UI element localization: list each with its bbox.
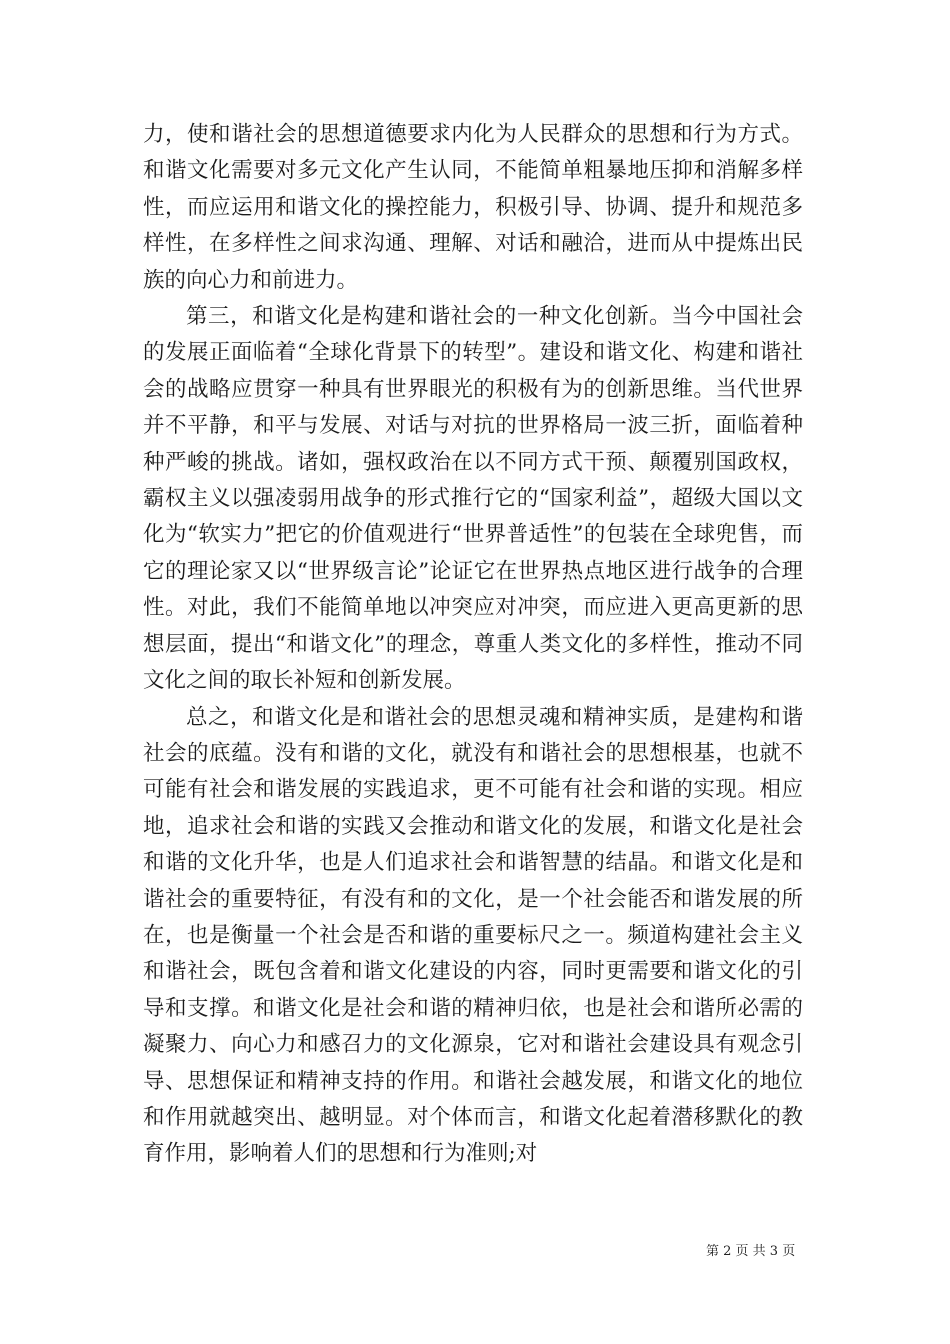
paragraph-2: 第三，和谐文化是构建和谐社会的一种文化创新。当今中国社会的发展正面临着“全球化背景下的转型”。建设和谐文化、构建和谐社会的战略应贯穿一种具有世界眼光的积极有为的创新思维。当代世界并不平静，和平与发展、对话与对抗的世界格局一波三折，面临着种种严峻的挑战。诸如，强权政治在以不同方式干预、颠覆别国政权，霸权主义以强凌弱用战争的形式推行它的“国家利益”，超级大国以文化为“软实力”把它的价值观进行“世界普适性”的包装在全球兜售，而它的理论家又以“世界级言论”论证它在世界热点地区进行战争的合理性。对此，我们不能简单地以冲突应对冲突，而应进入更高更新的思想层面，提出“和谐文化”的理念，尊重人类文化的多样性，推动不同文化之间的取长补短和创新发展。 — [143, 304, 803, 694]
page-number: 第 2 页 共 3 页 — [706, 1244, 796, 1259]
body-text — [143, 117, 803, 1173]
paragraph-1: 力，使和谐社会的思想道德要求内化为人民群众的思想和行为方式。和谐文化需要对多元文化产生认同，不能简单粗暴地压抑和消解多样性，而应运用和谐文化的操控能力，积极引导、协调、提升和规范多样性，在多样性之间求沟通、理解、对话和融洽，进而从中提炼出民族的向心力和前进力。 — [143, 122, 803, 293]
paragraph-3: 总之，和谐文化是和谐社会的思想灵魂和精神实质，是建构和谐社会的底蕴。没有和谐的文化，就没有和谐社会的思想根基，也就不可能有社会和谐发展的实践追求，更不可能有社会和谐的实现。相应地，追求社会和谐的实践又会推动和谐文化的发展，和谐文化是社会和谐的文化升华，也是人们追求社会和谐智慧的结晶。和谐文化是和谐社会的重要特征，有没有和的文化，是一个社会能否和谐发展的所在，也是衡量一个社会是否和谐的重要标尺之一。频道构建社会主义和谐社会，既包含着和谐文化建设的内容，同时更需要和谐文化的引导和支撑。和谐文化是社会和谐的精神归依，也是社会和谐所必需的凝聚力、向心力和感召力的文化源泉，它对和谐社会建设具有观念引导、思想保证和精神支持的作用。和谐社会越发展，和谐文化的地位和作用就越突出、越明显。对个体而言，和谐文化起着潜移默化的教育作用，影响着人们的思想和行为准则;对 — [143, 704, 803, 1167]
